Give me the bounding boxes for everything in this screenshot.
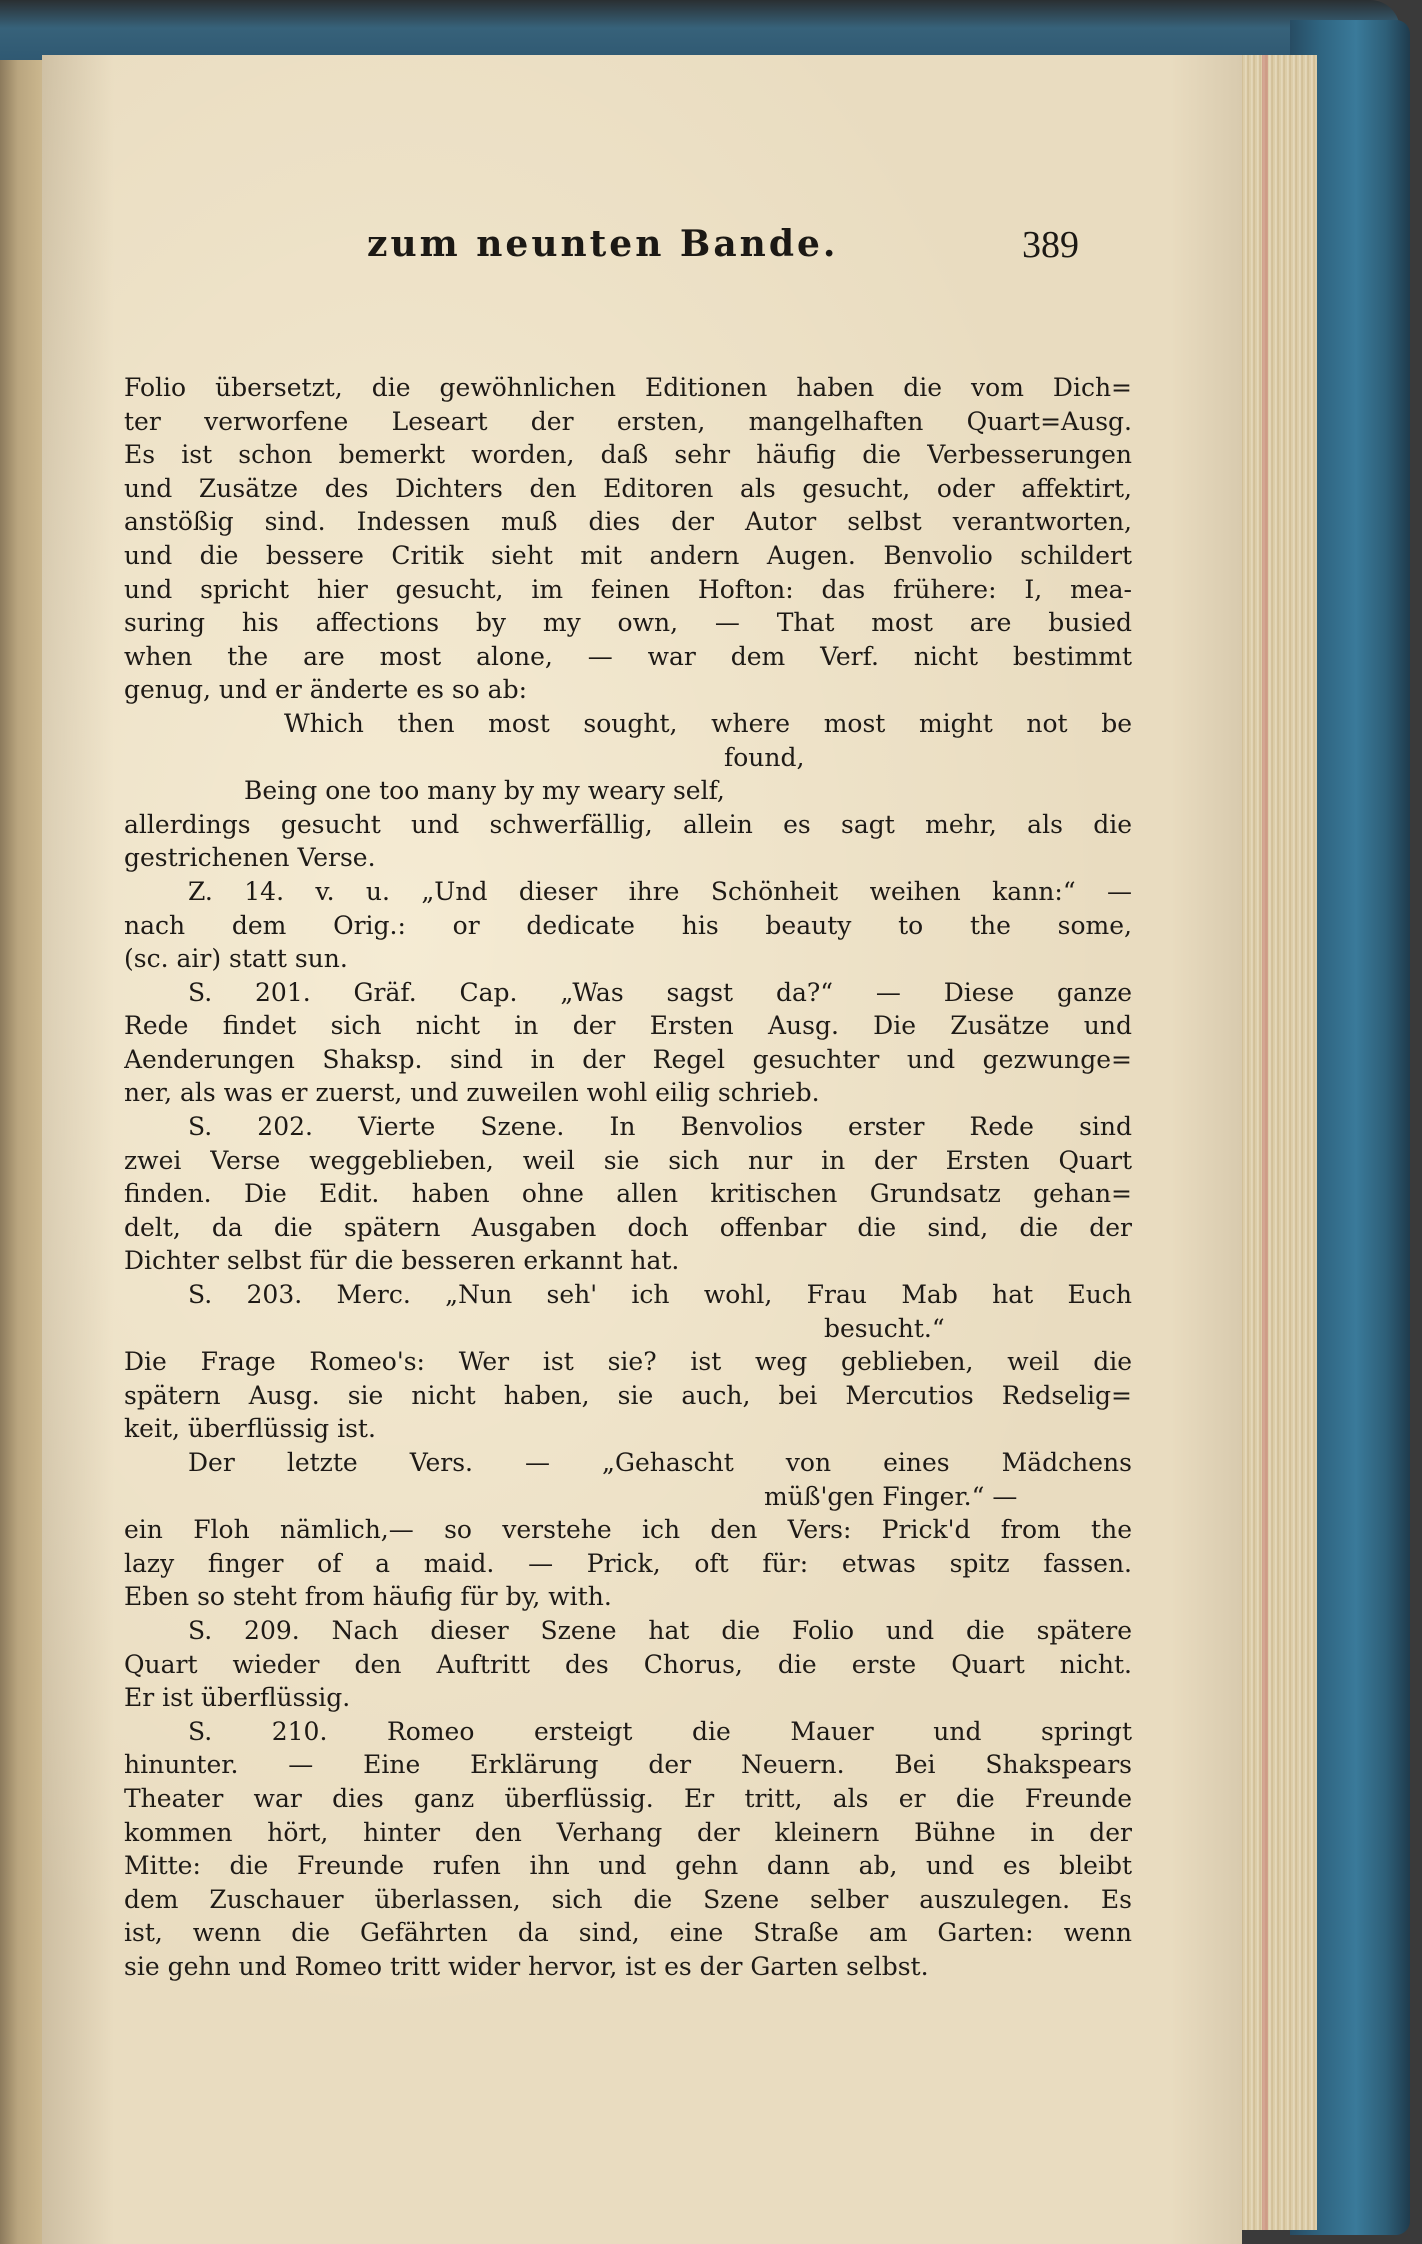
running-title: zum neunten Bande.: [367, 223, 839, 265]
text-line: delt, da die spätern Ausgaben doch offenbar die sind, die der: [124, 1212, 1132, 1242]
text-line: und die bessere Critik sieht mit andern Augen. Benvolio schildert: [124, 540, 1132, 570]
text-line: dem Zuschauer überlassen, sich die Szene selber auszulegen. Es: [124, 1884, 1132, 1914]
text-line: müß'gen Finger.“ —: [764, 1481, 1018, 1511]
text-line: (sc. air) statt sun.: [124, 944, 348, 974]
text-line: und Zusätze des Dichters den Editoren als gesucht, oder affektirt,: [124, 473, 1132, 503]
text-line: ter verworfene Leseart der ersten, mangelhaften Quart=Ausg.: [124, 406, 1132, 436]
text-line: anstößig sind. Indessen muß dies der Autor selbst verantworten,: [124, 507, 1132, 537]
text-line: Eben so steht from häufig für by, with.: [124, 1582, 612, 1612]
text-line: lazy finger of a maid. — Prick, oft für: etwas spitz fassen.: [124, 1548, 1132, 1578]
text-line: keit, überflüssig ist.: [124, 1414, 376, 1444]
verse-line: found,: [724, 742, 805, 772]
text-line: spätern Ausg. sie nicht haben, sie auch, bei Mercutios Redselig=: [124, 1380, 1132, 1410]
page-number: 389: [1022, 224, 1079, 266]
verse-line: Being one too many by my weary self,: [244, 776, 725, 806]
text-line: ist, wenn die Gefährten da sind, eine Straße am Garten: wenn: [124, 1918, 1132, 1948]
text-line: besucht.“: [824, 1313, 945, 1343]
text-line: nach dem Orig.: or dedicate his beauty to the some,: [124, 910, 1132, 940]
text-line: Es ist schon bemerkt worden, daß sehr häufig die Verbesserungen: [124, 440, 1132, 470]
text-line: when the are most alone, — war dem Verf. nicht bestimmt: [124, 641, 1132, 671]
text-line: Rede findet sich nicht in der Ersten Ausg. Die Zusätze und: [124, 1011, 1132, 1041]
text-line: sie gehn und Romeo tritt wider hervor, ist es der Garten selbst.: [124, 1951, 929, 1981]
text-line: S. 201. Gräf. Cap. „Was sagst da?“ — Diese ganze: [188, 977, 1132, 1007]
left-page-edge: [0, 60, 45, 2244]
text-line: Folio übersetzt, die gewöhnlichen Editionen haben die vom Dich=: [124, 373, 1132, 402]
text-line: Der letzte Vers. — „Gehascht von eines Mädchens: [188, 1448, 1132, 1477]
text-line: Die Frage Romeo's: Wer ist sie? ist weg geblieben, weil die: [124, 1347, 1132, 1377]
text-line: und spricht hier gesucht, im feinen Hofton: das frühere: I, mea-: [124, 574, 1132, 604]
text-line: allerdings gesucht und schwerfällig, allein es sagt mehr, als die: [124, 809, 1132, 839]
text-line: Quart wieder den Auftritt des Chorus, die erste Quart nicht.: [124, 1649, 1132, 1679]
book-page: [42, 55, 1242, 2244]
verse-line: Which then most sought, where most might not be: [284, 708, 1132, 738]
body-text: [124, 371, 1132, 1984]
page-edges: [1230, 55, 1317, 2230]
text-line: ner, als was er zuerst, und zuweilen wohl eilig schrieb.: [124, 1078, 820, 1108]
text-line: suring his affections by my own, — That most are busied: [124, 608, 1132, 638]
text-line: Dichter selbst für die besseren erkannt hat.: [124, 1246, 680, 1276]
text-line: Theater war dies ganz überflüssig. Er tritt, als er die Freunde: [124, 1783, 1132, 1813]
text-line: Er ist überflüssig.: [124, 1683, 351, 1713]
text-line: Mitte: die Freunde rufen ihn und gehn dann ab, und es bleibt: [124, 1851, 1132, 1881]
text-line: S. 203. Merc. „Nun seh' ich wohl, Frau Mab hat Euch: [188, 1280, 1132, 1310]
text-line: S. 209. Nach dieser Szene hat die Folio und die spätere: [188, 1615, 1132, 1645]
page-header: [42, 223, 1242, 283]
text-line: finden. Die Edit. haben ohne allen kritischen Grundsatz gehan=: [124, 1179, 1132, 1209]
text-line: genug, und er änderte es so ab:: [124, 675, 528, 705]
text-line: Z. 14. v. u. „Und dieser ihre Schönheit weihen kann:“ —: [188, 876, 1132, 906]
text-line: S. 210. Romeo ersteigt die Mauer und springt: [188, 1716, 1132, 1746]
text-line: Aenderungen Shaksp. sind in der Regel gesuchter und gezwunge=: [124, 1044, 1132, 1074]
text-line: S. 202. Vierte Szene. In Benvolios erster Rede sind: [188, 1112, 1132, 1142]
text-line: gestrichenen Verse.: [124, 843, 376, 873]
text-line: kommen hört, hinter den Verhang der kleinern Bühne in der: [124, 1817, 1132, 1847]
text-line: hinunter. — Eine Erklärung der Neuern. Bei Shakspears: [124, 1750, 1132, 1780]
text-line: zwei Verse weggeblieben, weil sie sich nur in der Ersten Quart: [124, 1145, 1132, 1175]
text-line: ein Floh nämlich,— so verstehe ich den Vers: Prick'd from the: [124, 1515, 1132, 1545]
